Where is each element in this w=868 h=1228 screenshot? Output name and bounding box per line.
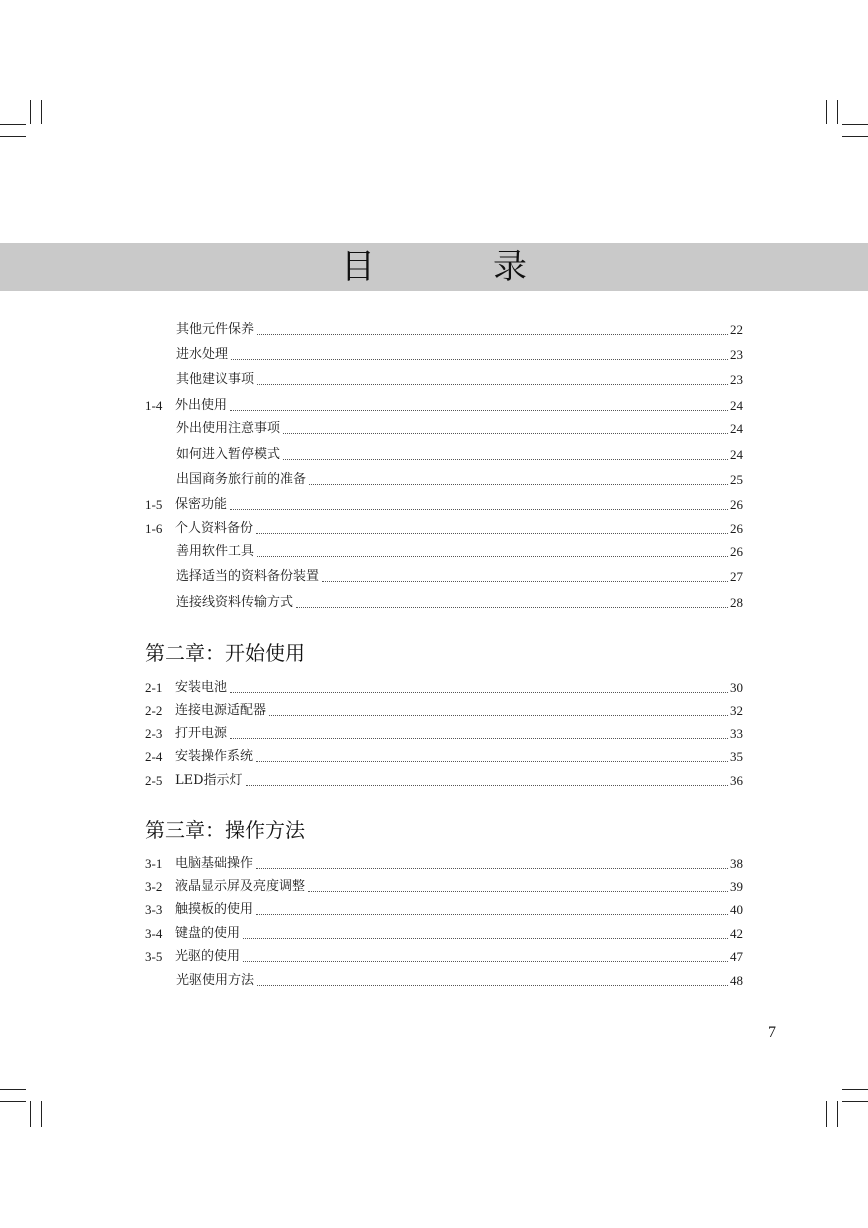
toc-entry-number: 2-1 [145,680,163,695]
toc-entry-page: 38 [730,856,743,871]
toc-entry-label: 保密功能 [175,497,228,512]
dot-leader [230,409,728,411]
dot-leader [257,383,728,385]
toc-entry-page: 36 [730,773,743,788]
toc-entry[interactable] [145,493,743,513]
dot-leader [309,483,728,485]
toc-entry-page: 47 [730,949,743,964]
toc-entry-page: 33 [730,726,743,741]
toc-entry-label: 外出使用 [175,398,228,413]
toc-entry-label: 其他元件保养 [176,322,255,337]
toc-entry-label: LED指示灯 [175,773,243,788]
toc-entry-page: 24 [730,421,743,436]
toc-entry-number: 1-4 [145,398,163,413]
chapter-heading: 第三章：操作方法 [145,818,305,842]
toc-entry[interactable] [145,852,743,872]
toc-entry[interactable] [145,922,743,942]
toc-entry-page: 35 [730,749,743,764]
toc-entry-page: 39 [730,879,743,894]
dot-leader [322,580,728,582]
dot-leader [230,737,728,739]
dot-leader [283,458,728,460]
toc-entry-page: 25 [730,472,743,487]
toc-entry-label: 连接电源适配器 [175,703,267,718]
toc-entry-number: 3-2 [145,879,163,894]
toc-entry[interactable] [145,591,743,611]
toc-entry-label: 外出使用注意事项 [176,421,281,436]
toc-entry-label: 触摸板的使用 [175,902,254,917]
toc-entry[interactable] [145,394,743,414]
chapter-heading: 第二章：开始使用 [145,641,305,665]
toc-entry-page: 28 [730,595,743,610]
toc-entry-page: 26 [730,497,743,512]
dot-leader [256,867,728,869]
toc-entry[interactable] [145,343,743,363]
dot-leader [308,890,728,892]
dot-leader [256,532,728,534]
page-title: 目 录 [341,247,569,287]
toc-entry[interactable] [145,517,743,537]
toc-entry[interactable] [145,945,743,965]
toc-entry-page: 23 [730,347,743,362]
dot-leader [256,913,728,915]
toc-entry[interactable] [145,969,743,989]
toc-entry-label: 安装操作系统 [175,749,254,764]
dot-leader [230,508,728,510]
toc-entry[interactable] [145,699,743,719]
toc-entry-number: 3-4 [145,926,163,941]
toc-entry-number: 2-3 [145,726,163,741]
toc-entry-label: 进水处理 [176,347,229,362]
toc-entry[interactable] [145,898,743,918]
toc-entry-page: 26 [730,521,743,536]
toc-entry[interactable] [145,745,743,765]
toc-entry-number: 3-3 [145,902,163,917]
toc-entry-page: 30 [730,680,743,695]
toc-entry-label: 善用软件工具 [176,544,255,559]
dot-leader [256,760,728,762]
dot-leader [230,691,728,693]
dot-leader [283,432,728,434]
toc-entry[interactable] [145,565,743,585]
dot-leader [243,960,728,962]
toc-entry-page: 23 [730,372,743,387]
toc-entry-label: 键盘的使用 [175,926,241,941]
toc-entry[interactable] [145,722,743,742]
toc-entry-page: 24 [730,398,743,413]
toc-entry-page: 27 [730,569,743,584]
dot-leader [231,358,728,360]
toc-entry-label: 个人资料备份 [175,521,254,536]
toc-entry-number: 3-5 [145,949,163,964]
toc-entry-number: 2-4 [145,749,163,764]
toc-entry-page: 22 [730,322,743,337]
dot-leader [257,555,728,557]
toc-entry[interactable] [145,417,743,437]
toc-entry-label: 如何进入暂停模式 [176,447,281,462]
toc-entry-page: 24 [730,447,743,462]
toc-entry[interactable] [145,875,743,895]
toc-entry[interactable] [145,443,743,463]
toc-entry-page: 42 [730,926,743,941]
toc-entry-label: 电脑基础操作 [175,856,254,871]
toc-entry-number: 2-5 [145,773,163,788]
dot-leader [246,784,728,786]
toc-entry-page: 26 [730,544,743,559]
toc-entry-label: 连接线资料传输方式 [176,595,294,610]
toc-entry-label: 光驱的使用 [175,949,241,964]
toc-entry-number: 1-6 [145,521,163,536]
toc-entry-number: 2-2 [145,703,163,718]
toc-entry[interactable] [145,769,743,789]
dot-leader [269,714,728,716]
toc-entry[interactable] [145,540,743,560]
page-number: 7 [768,1024,776,1041]
toc-entry[interactable] [145,468,743,488]
toc-entry-label: 出国商务旅行前的准备 [176,472,307,487]
toc-entry-number: 3-1 [145,856,163,871]
toc-entry-label: 打开电源 [175,726,228,741]
dot-leader [296,606,728,608]
toc-entry-label: 其他建议事项 [176,372,255,387]
toc-entry[interactable] [145,368,743,388]
toc-entry[interactable] [145,676,743,696]
dot-leader [257,984,728,986]
toc-entry-label: 安装电池 [175,680,228,695]
toc-entry-label: 光驱使用方法 [176,973,255,988]
toc-entry-page: 32 [730,703,743,718]
toc-entry-number: 1-5 [145,497,163,512]
toc-entry-label: 液晶显示屏及亮度调整 [175,879,306,894]
dot-leader [257,333,728,335]
toc-entry-page: 40 [730,902,743,917]
toc-entry-label: 选择适当的资料备份装置 [176,569,320,584]
toc-entry[interactable] [145,318,743,338]
dot-leader [243,937,728,939]
toc-entry-page: 48 [730,973,743,988]
